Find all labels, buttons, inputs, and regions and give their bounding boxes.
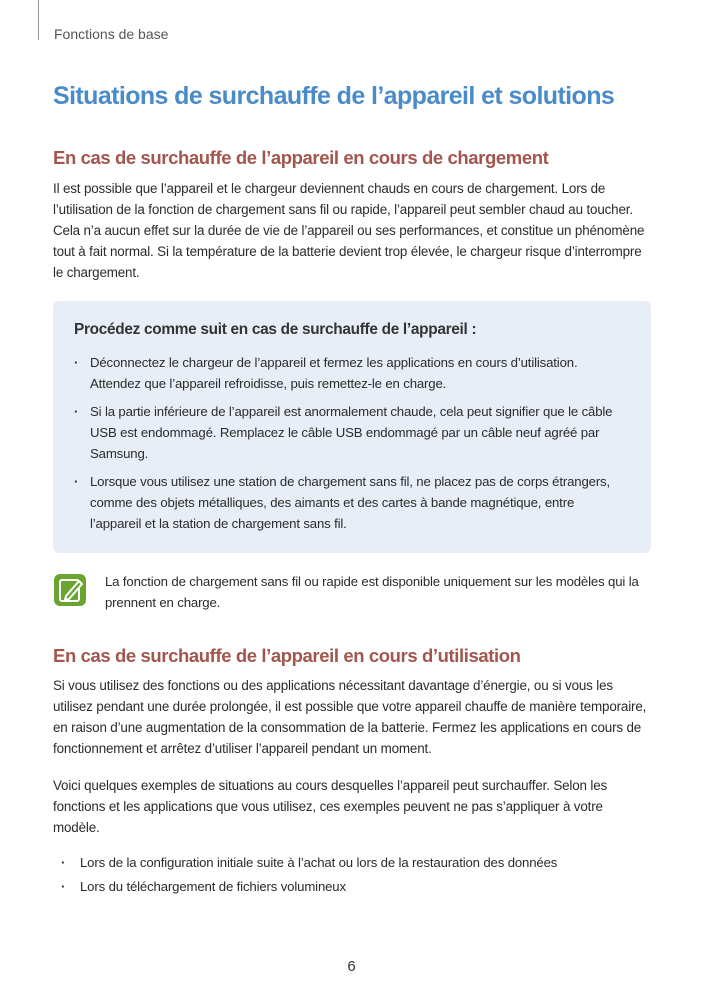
note-text: La fonction de chargement sans fil ou rapide est disponible uniquement sur les modèles qui la prennent en charge. — [105, 574, 639, 610]
callout-list — [74, 352, 627, 534]
section-header: Fonctions de base — [54, 26, 169, 42]
overheat-procedure-callout — [53, 301, 651, 553]
examples-paragraph: Voici quelques exemples de situations au cours desquelles l’appareil peut surchauffer. Selon les fonctions et les applications que vous utilisez, ces exemples peuvent ne pas s’appliquer à votre modèle. — [53, 778, 608, 835]
callout-list-item: · Déconnectez le chargeur de l’appareil et fermez les applications en cours d’utilisation. Attendez que l’appareil refroidisse, puis remettez-le en charge. — [74, 352, 627, 394]
examples-list-item: · Lors de la configuration initiale suite à l’achat ou lors de la restauration des données — [53, 852, 651, 873]
callout-title: Procédez comme suit en cas de surchauffe de l’appareil : — [74, 321, 477, 338]
section-heading-usage: En cas de surchauffe de l’appareil en cours d’utilisation — [53, 645, 521, 666]
page-title: Situations de surchauffe de l’appareil et solutions — [53, 82, 615, 110]
examples-list — [53, 852, 651, 897]
note-block — [53, 573, 651, 625]
callout-list-item: · Lorsque vous utilisez une station de chargement sans fil, ne placez pas de corps étrangers, comme des objets métalliques, des aimants et des cartes à bande magnétique, entre l’appareil et la station de chargement sans fil. — [74, 471, 627, 534]
main-content — [53, 147, 651, 900]
section-heading-charging: En cas de surchauffe de l’appareil en cours de chargement — [53, 147, 549, 168]
page-number: 6 — [347, 958, 356, 975]
header-rule — [38, 0, 39, 40]
callout-list-item: · Si la partie inférieure de l’appareil est anormalement chaude, cela peut signifier que le câble USB est endommagé. Remplacez le câble USB endommagé par un câble neuf agréé par Samsung. — [74, 401, 627, 464]
note-pencil-icon — [53, 573, 87, 607]
examples-list-item: · Lors du téléchargement de fichiers volumineux — [53, 876, 651, 897]
charging-paragraph: Il est possible que l’appareil et le chargeur deviennent chauds en cours de chargement. Lors de l’utilisation de la fonction de chargement sans fil ou rapide, l’appareil peut sembler chaud au toucher. Cela n’a aucun effet sur la durée de vie de l’appareil ou ses performances, et constitue un phénomène tout à fait normal. Si la température de la batterie devient trop élevée, le chargeur risque d’interrompre le chargement. — [53, 181, 645, 280]
usage-paragraph: Si vous utilisez des fonctions ou des applications nécessitant davantage d’énergie, ou si vous les utilisez pendant une durée prolongée, il est possible que votre appareil chauffe de manière temporaire, en raison d’une augmentation de la consommation de la batterie. Fermez les applications en cours de fonctionnement et arrêtez d’utiliser l’appareil pendant un moment. — [53, 678, 647, 756]
